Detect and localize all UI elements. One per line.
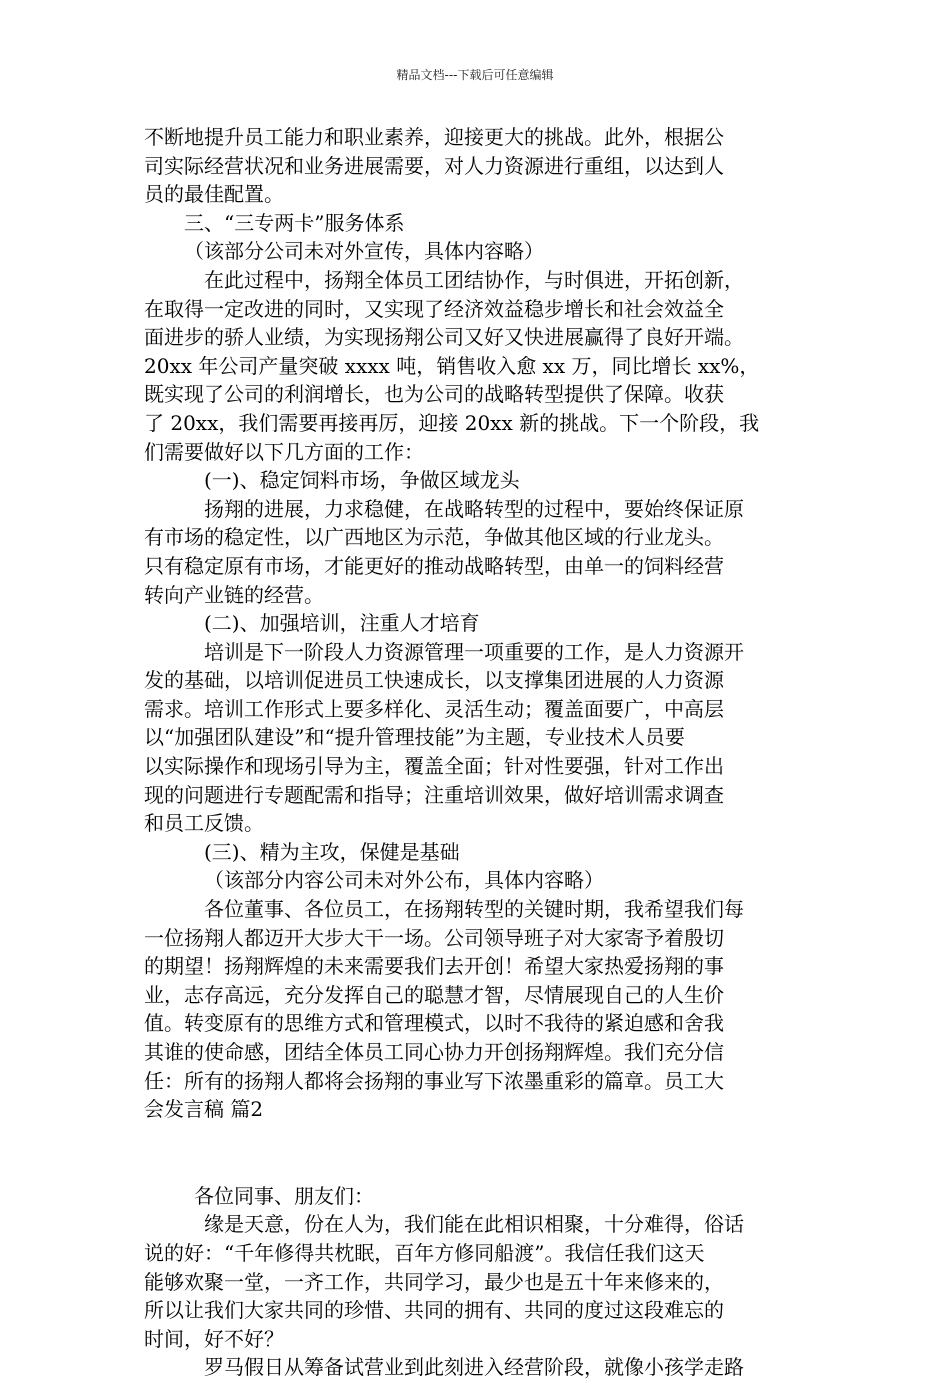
text-line: 培训是下一阶段人力资源管理一项重要的工作，是人力资源开 xyxy=(204,639,744,664)
text-line: 时间，好不好？ xyxy=(144,1326,284,1351)
text-line: 们需要做好以下几方面的工作： xyxy=(144,439,424,464)
text-line: 现的问题进行专题配需和指导；注重培训效果，做好培训需求调查 xyxy=(144,782,724,807)
paragraph-gap xyxy=(144,1124,819,1182)
text-line: 会发言稿 篇2 xyxy=(144,1097,264,1122)
text-line: 员的最佳配置。 xyxy=(144,182,284,207)
text-line: 既实现了公司的利润增长，也为公司的战略转型提供了保障。收获 xyxy=(144,382,724,407)
text-line: （该部分内容公司未对外公布，具体内容略） xyxy=(204,868,604,893)
text-line: 业，志存高远，充分发挥自己的聪慧才智，尽情展现自己的人生价 xyxy=(144,982,724,1007)
text-line: 所以让我们大家共同的珍惜、共同的拥有、共同的度过这段难忘的 xyxy=(144,1298,724,1323)
text-line: 有市场的稳定性，以广西地区为示范，争做其他区域的行业龙头。 xyxy=(144,525,724,550)
text-line: 20xx 年公司产量突破 xxxx 吨，销售收入愈 xx 万，同比增长 xx%， xyxy=(144,353,760,378)
text-line: 罗马假日从筹备试营业到此刻进入经营阶段，就像小孩学走路 xyxy=(204,1355,744,1380)
text-line: 各位同事、朋友们： xyxy=(194,1183,374,1208)
text-line: 三、“三专两卡”服务体系 xyxy=(184,210,405,235)
text-line: 需求。培训工作形式上要多样化、灵活生动；覆盖面要广，中高层 xyxy=(144,696,724,721)
text-line: (一)、稳定饲料市场，争做区域龙头 xyxy=(204,468,520,493)
text-line: 在此过程中，扬翔全体员工团结协作，与时俱进，开拓创新， xyxy=(204,267,744,292)
text-line: 各位董事、各位员工，在扬翔转型的关键时期，我希望我们每 xyxy=(204,897,744,922)
text-line: 以“加强团队建设”和“提升管理技能”为主题，专业技术人员要 xyxy=(144,725,685,750)
text-line: 一位扬翔人都迈开大步大干一场。公司领导班子对大家寄予着殷切 xyxy=(144,925,724,950)
text-line: 发的基础，以培训促进员工快速成长，以支撑集团进展的人力资源 xyxy=(144,668,724,693)
text-line: 任：所有的扬翔人都将会扬翔的事业写下浓墨重彩的篇章。员工大 xyxy=(144,1068,724,1093)
text-line: 以实际操作和现场引导为主，覆盖全面；针对性要强，针对工作出 xyxy=(144,754,724,779)
text-line: (二)、加强培训，注重人才培育 xyxy=(204,611,480,636)
text-line: 司实际经营状况和业务进展需要，对人力资源进行重组，以达到人 xyxy=(144,153,724,178)
text-line: 转向产业链的经营。 xyxy=(144,582,324,607)
document-body xyxy=(144,123,819,1382)
text-line: 不断地提升员工能力和职业素养，迎接更大的挑战。此外，根据公 xyxy=(144,125,724,149)
text-line: 其谁的使命感，团结全体员工同心协力开创扬翔辉煌。我们充分信 xyxy=(144,1040,724,1064)
text-line: 和员工反馈。 xyxy=(144,811,264,836)
text-line: 值。转变原有的思维方式和管理模式，以时不我待的紧迫感和舍我 xyxy=(144,1011,724,1036)
text-line: 了 20xx，我们需要再接再厉，迎接 20xx 新的挑战。下一个阶段，我 xyxy=(144,410,760,435)
page-header: 精品文档---下载后可任意编辑 xyxy=(396,68,554,82)
text-line: 扬翔的进展，力求稳健，在战略转型的过程中，要始终保证原 xyxy=(204,496,744,521)
text-line: 在取得一定改进的同时，又实现了经济效益稳步增长和社会效益全 xyxy=(144,296,724,321)
text-line: 面进步的骄人业绩，为实现扬翔公司又好又快进展赢得了良好开端。 xyxy=(144,325,744,350)
text-line: 说的好：“千年修得共枕眠，百年方修同船渡”。我信任我们这天 xyxy=(144,1240,705,1265)
text-line: 的期望！扬翔辉煌的未来需要我们去开创！希望大家热爱扬翔的事 xyxy=(144,954,724,979)
text-line: 缘是天意，份在人为，我们能在此相识相聚，十分难得，俗话 xyxy=(204,1212,744,1237)
text-line: （该部分公司未对外宣传，具体内容略） xyxy=(184,239,544,264)
text-line: 只有稳定原有市场，才能更好的推动战略转型，由单一的饲料经营 xyxy=(144,553,724,578)
text-line: 能够欢聚一堂，一齐工作，共同学习，最少也是五十年来修来的， xyxy=(144,1269,724,1294)
text-line: (三)、精为主攻，保健是基础 xyxy=(204,839,460,864)
